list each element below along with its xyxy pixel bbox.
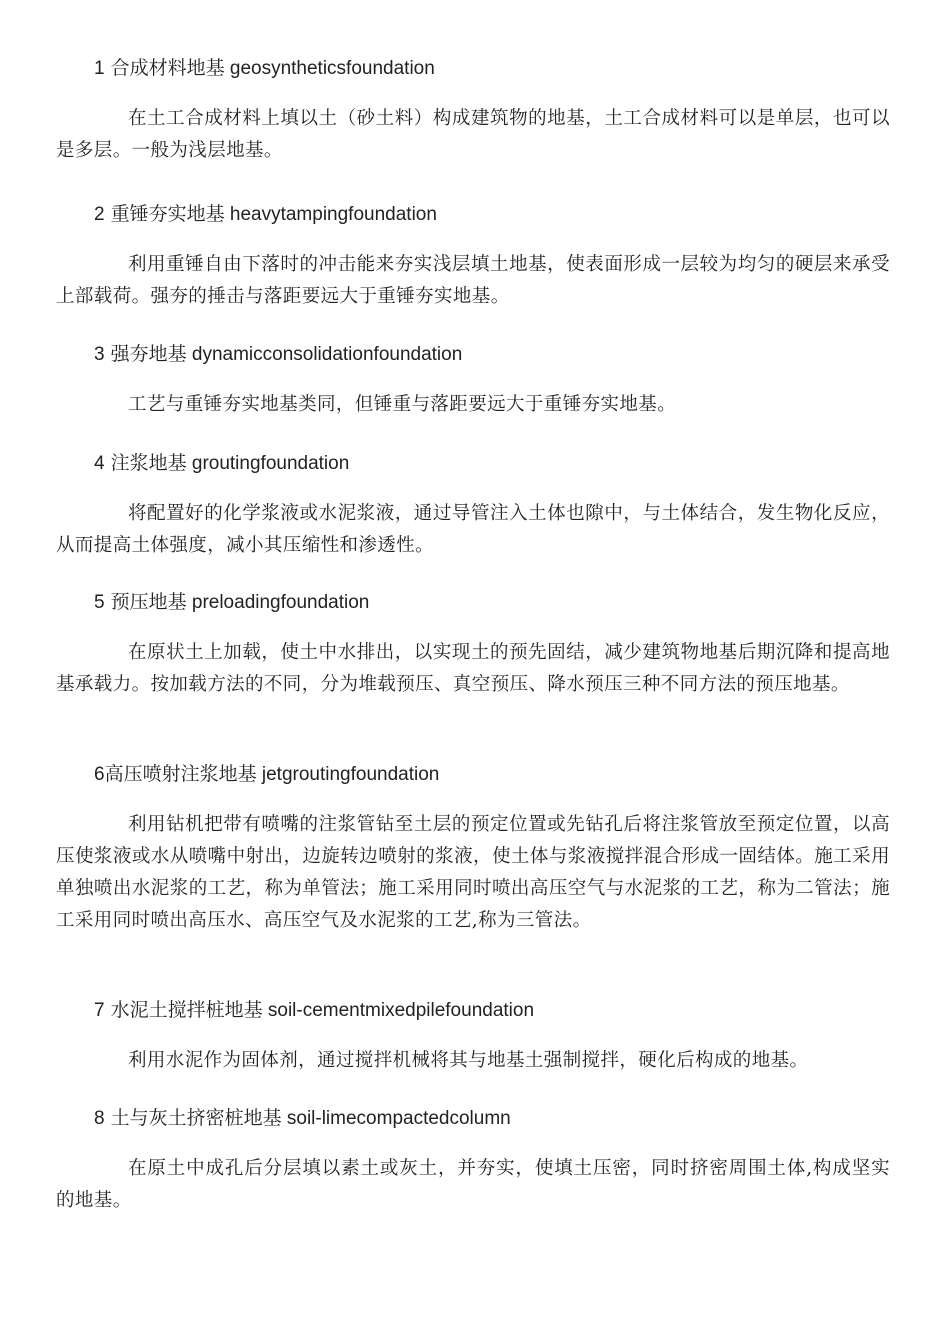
section-english-term: soil-cementmixedpilefoundation xyxy=(267,1000,535,1021)
section-number: 6 xyxy=(94,764,105,785)
section-3 xyxy=(56,341,890,421)
section-english-term: jetgroutingfoundation xyxy=(261,764,440,785)
section-8 xyxy=(56,1105,890,1217)
section-heading xyxy=(56,1105,890,1133)
section-body: 利用钻机把带有喷嘴的注浆管钻至土层的预定位置或先钻孔后将注浆管放至预定位置，以高压使浆液或水从喷嘴中射出，边旋转边喷射的浆液，使土体与浆液搅拌混合形成一固结体。施工采用单独喷出水泥浆的工艺，称为单管法；施工采用同时喷出高压空气与水泥浆的工艺，称为二管法；施工采用同时喷出高压水、高压空气及水泥浆的工艺,称为三管法。 xyxy=(56,814,890,931)
section-heading xyxy=(56,997,890,1025)
section-2 xyxy=(56,201,890,313)
section-7 xyxy=(56,997,890,1077)
section-heading xyxy=(56,341,890,369)
section-number: 3 xyxy=(94,344,105,365)
section-english-term: geosyntheticsfoundation xyxy=(229,58,435,79)
section-heading xyxy=(56,201,890,229)
section-5 xyxy=(56,589,890,701)
section-english-term: soil-limecompactedcolumn xyxy=(286,1108,511,1129)
section-body: 利用重锤自由下落时的冲击能来夯实浅层填土地基，使表面形成一层较为均匀的硬层来承受上部载荷。强夯的捶击与落距要远大于重锤夯实地基。 xyxy=(56,254,890,307)
section-title: 土与灰土挤密桩地基 xyxy=(110,1108,282,1129)
section-title: 高压喷射注浆地基 xyxy=(104,764,257,785)
section-title: 合成材料地基 xyxy=(110,58,225,79)
section-body: 在原状土上加载，使土中水排出，以实现土的预先固结，减少建筑物地基后期沉降和提高地基承载力。按加载方法的不同，分为堆载预压、真空预压、降水预压三种不同方法的预压地基。 xyxy=(56,642,890,695)
section-heading xyxy=(56,55,890,83)
section-title: 预压地基 xyxy=(110,592,187,613)
section-body: 利用水泥作为固体剂，通过搅拌机械将其与地基土强制搅拌，硬化后构成的地基。 xyxy=(128,1050,809,1071)
section-title: 水泥土搅拌桩地基 xyxy=(110,1000,263,1021)
section-1 xyxy=(56,55,890,167)
section-number: 1 xyxy=(94,58,105,79)
section-body: 工艺与重锤夯实地基类同，但锤重与落距要远大于重锤夯实地基。 xyxy=(128,394,677,415)
section-heading xyxy=(56,761,890,789)
section-heading xyxy=(56,589,890,617)
section-heading xyxy=(56,450,890,478)
section-number: 2 xyxy=(94,204,105,225)
section-body: 在土工合成材料上填以土（砂土料）构成建筑物的地基，土工合成材料可以是单层，也可以是多层。一般为浅层地基。 xyxy=(56,108,890,161)
section-title: 重锤夯实地基 xyxy=(110,204,225,225)
section-number: 7 xyxy=(94,1000,105,1021)
section-body: 将配置好的化学浆液或水泥浆液，通过导管注入土体也隙中，与土体结合，发生物化反应，从而提高土体强度，减小其压缩性和渗透性。 xyxy=(56,503,890,556)
section-number: 5 xyxy=(94,592,105,613)
section-number: 8 xyxy=(94,1108,105,1129)
section-english-term: heavytampingfoundation xyxy=(229,204,437,225)
section-body: 在原土中成孔后分层填以素土或灰土，并夯实，使填土压密，同时挤密周围土体,构成坚实的地基。 xyxy=(56,1158,890,1211)
section-english-term: preloadingfoundation xyxy=(191,592,370,613)
section-english-term: dynamicconsolidationfoundation xyxy=(191,344,463,365)
section-number: 4 xyxy=(94,453,105,474)
section-title: 强夯地基 xyxy=(110,344,187,365)
section-4 xyxy=(56,450,890,562)
section-english-term: groutingfoundation xyxy=(191,453,350,474)
section-title: 注浆地基 xyxy=(110,453,187,474)
section-6 xyxy=(56,761,890,937)
